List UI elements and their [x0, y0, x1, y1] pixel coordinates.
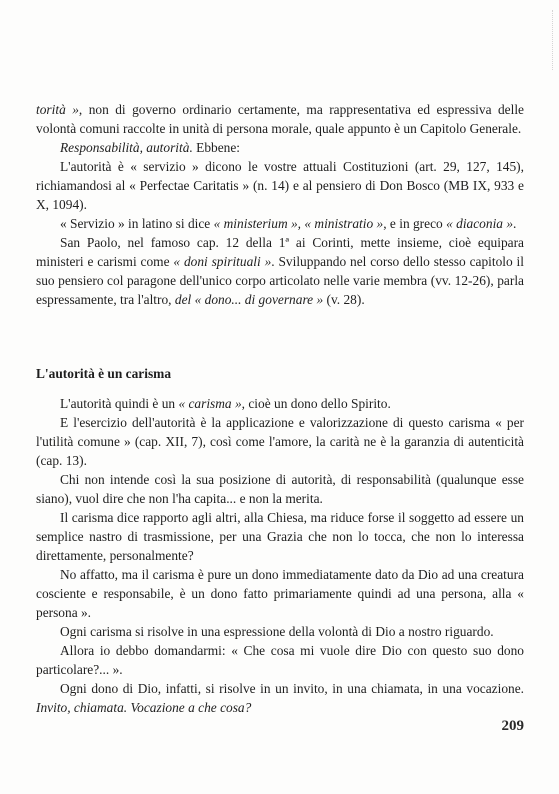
section-heading: L'autorità è un carisma — [36, 366, 172, 381]
italic-text: del « dono... di governare » — [174, 292, 324, 307]
text-run: . — [513, 216, 517, 231]
paragraph — [36, 233, 524, 309]
text-run: San Paolo, nel famoso cap. 12 della 1ª ai Corinti, mette insieme, cioè equipara ministeri e carismi come — [36, 235, 524, 269]
text-run: , e in greco — [383, 216, 447, 231]
paragraph — [36, 508, 524, 565]
text-run: (v. 28). — [323, 292, 365, 307]
text-run: , cioè un dono dello Spirito. — [241, 396, 391, 411]
paragraph — [36, 157, 524, 214]
italic-text: Responsabilità, autorità. — [60, 140, 193, 155]
paragraph — [36, 641, 524, 679]
paragraph — [36, 138, 524, 157]
page-edge-mark — [542, 10, 553, 70]
text-run: « Servizio » in latino si dice — [60, 216, 214, 231]
text-run: . Sviluppando nel corso dello stesso capitolo il suo pensiero col paragone dell'unico corpo articolato nelle varie membra (vv. 12-26), parla espressamente, tra l'altro, — [36, 254, 524, 307]
section-authority-service — [36, 100, 524, 309]
italic-text: torità » — [36, 102, 79, 117]
paragraph — [36, 470, 524, 508]
page-number: 209 — [501, 718, 524, 734]
section-authority-charism — [36, 394, 524, 717]
text-run: E l'esercizio dell'autorità è la applicazione e valorizzazione di questo carisma « per l'utilità comune » (cap. XII, 7), così come l'amore, la carità ne è la garanzia di autenticità (cap. 13). — [36, 415, 524, 468]
italic-text: « doni spirituali » — [173, 254, 272, 269]
italic-text: Invito, chiamata. Vocazione a che cosa? — [36, 700, 252, 715]
text-run: Il carisma dice rapporto agli altri, alla Chiesa, ma riduce forse il soggetto ad essere un semplice nastro di trasmissione, per una Grazia che non lo tocca, che non lo interessa direttamente, personalmente? — [36, 510, 524, 563]
text-run: L'autorità quindi è un — [60, 396, 179, 411]
text-run: Ogni carisma si risolve in una espressione della volontà di Dio a nostro riguardo. — [60, 624, 494, 639]
text-run: Ogni dono di Dio, infatti, si risolve in un invito, in una chiamata, in una vocazione. — [60, 681, 524, 696]
italic-text: « carisma » — [178, 396, 242, 411]
text-run: , non di governo ordinario certamente, ma rappresentativa ed espressiva delle volontà comuni raccolte in unità di persona morale, quale appunto è un Capitolo Generale. — [36, 102, 524, 136]
italic-text: « diaconia » — [446, 216, 514, 231]
text-run: Chi non intende così la sua posizione di autorità, di responsabilità (qualunque esse siano), vuol dire che non l'ha capita... e non la merita. — [36, 472, 524, 506]
paragraph — [36, 679, 524, 717]
text-run: Ebbene: — [192, 140, 241, 155]
text-run: Allora io debbo domandarmi: « Che cosa mi vuole dire Dio con questo suo dono particolare?... ». — [36, 643, 524, 677]
italic-text: « ministerium », « ministratio » — [213, 216, 384, 231]
text-run: L'autorità è « servizio » dicono le vostre attuali Costituzioni (art. 29, 127, 145), richiamandosi al « Perfectae Caritatis » (n. 14) e al pensiero di Don Bosco (MB IX, 933 e X, 1094). — [36, 159, 524, 212]
page-body — [36, 100, 524, 715]
paragraph — [36, 565, 524, 622]
text-run: No affatto, ma il carisma è pure un dono immediatamente dato da Dio ad una creatura cosciente e responsabile, è un dono fatto primariamente quindi ad una persona, alla « persona ». — [36, 567, 524, 620]
paragraph — [36, 214, 524, 233]
paragraph — [36, 100, 524, 138]
paragraph — [36, 622, 524, 641]
paragraph — [36, 413, 524, 470]
paragraph — [36, 394, 524, 413]
